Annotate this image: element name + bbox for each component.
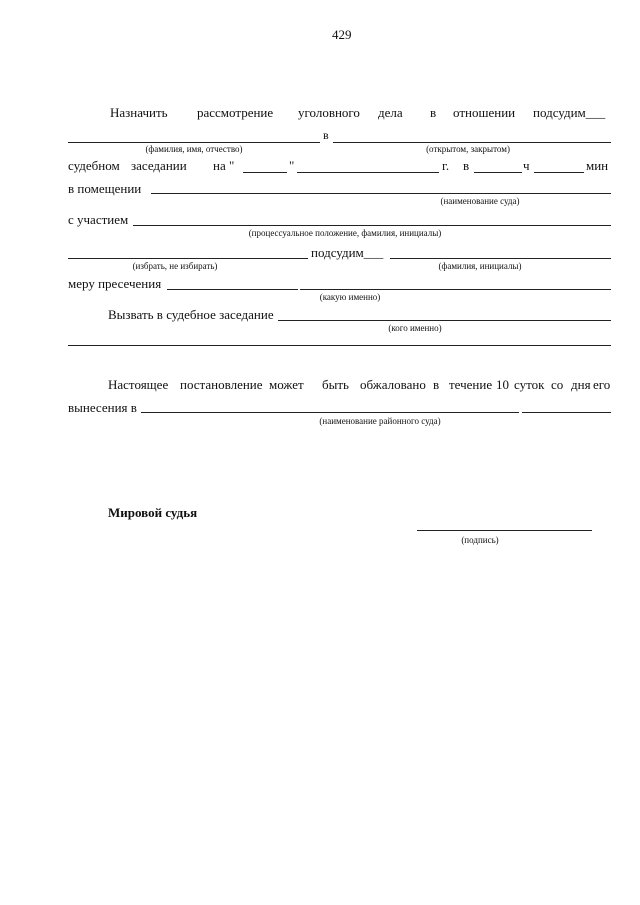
blank-district-court[interactable] [141, 412, 519, 413]
restraint-label: меру пресечения [68, 276, 162, 291]
word: на " [213, 158, 235, 173]
magistrate-title: Мировой судья [108, 505, 198, 520]
word: подсудим___ [533, 105, 606, 120]
blank-restraint-1[interactable] [167, 289, 298, 290]
word: быть [322, 377, 349, 392]
defendant-label: подсудим___ [311, 245, 384, 260]
hint-name: (фамилия, инициалы) [438, 261, 522, 271]
word: заседании [131, 158, 187, 173]
blank-fio[interactable] [68, 142, 320, 143]
blank-choose[interactable] [68, 258, 308, 259]
word: суток [514, 377, 545, 392]
summon-label: Вызвать в судебное заседание [108, 307, 274, 322]
blank-month[interactable] [297, 172, 439, 173]
word-year: г. [442, 158, 450, 173]
word: Назначить [110, 105, 168, 120]
hint-whom: (кого именно) [388, 323, 442, 333]
premises-label: в помещении [68, 181, 142, 196]
blank-court[interactable] [151, 193, 611, 194]
word: Настоящее [108, 377, 169, 392]
word: постановление [180, 377, 263, 392]
word: его [593, 377, 611, 392]
participation-label: с участием [68, 212, 129, 227]
blank-whom[interactable] [278, 320, 611, 321]
blank-restraint-2[interactable] [300, 289, 611, 290]
word: в [430, 105, 437, 120]
word-v: в [323, 128, 329, 142]
blank-minutes[interactable] [534, 172, 584, 173]
page-number: 429 [332, 27, 352, 42]
blank-extra-line[interactable] [68, 345, 611, 346]
hint-choose: (избрать, не избирать) [132, 261, 218, 271]
quote-mark: " [289, 158, 295, 173]
appeal-line2: вынесения в [68, 400, 137, 415]
blank-open-closed[interactable] [333, 142, 611, 143]
signature-line[interactable] [417, 530, 592, 531]
word: рассмотрение [197, 105, 274, 120]
word: дня [571, 377, 591, 392]
hint-district-court: (наименование районного суда) [319, 416, 441, 426]
hint-court: (наименование суда) [440, 196, 520, 206]
word: в [433, 377, 440, 392]
word: судебном [68, 158, 120, 173]
word: отношении [453, 105, 516, 120]
word: уголовного [298, 105, 360, 120]
word: может [269, 377, 304, 392]
hint-which: (какую именно) [319, 292, 381, 302]
word: со [551, 377, 564, 392]
hint-open-closed: (открытом, закрытом) [426, 144, 510, 154]
word-minutes: мин [586, 158, 609, 173]
blank-district-court-2[interactable] [522, 412, 611, 413]
word: дела [378, 105, 403, 120]
word: 10 [496, 377, 509, 392]
hint-participation: (процессуальное положение, фамилия, инициалы) [248, 228, 442, 238]
hint-fio: (фамилия, имя, отчество) [145, 144, 243, 154]
blank-participation[interactable] [133, 225, 611, 226]
blank-day[interactable] [243, 172, 287, 173]
blank-defendant-name[interactable] [390, 258, 611, 259]
word: обжаловано [360, 377, 426, 392]
word-at: в [463, 158, 470, 173]
word: течение [449, 377, 493, 392]
hint-signature: (подпись) [461, 535, 499, 545]
blank-hours[interactable] [474, 172, 522, 173]
word-hours: ч [523, 158, 530, 173]
